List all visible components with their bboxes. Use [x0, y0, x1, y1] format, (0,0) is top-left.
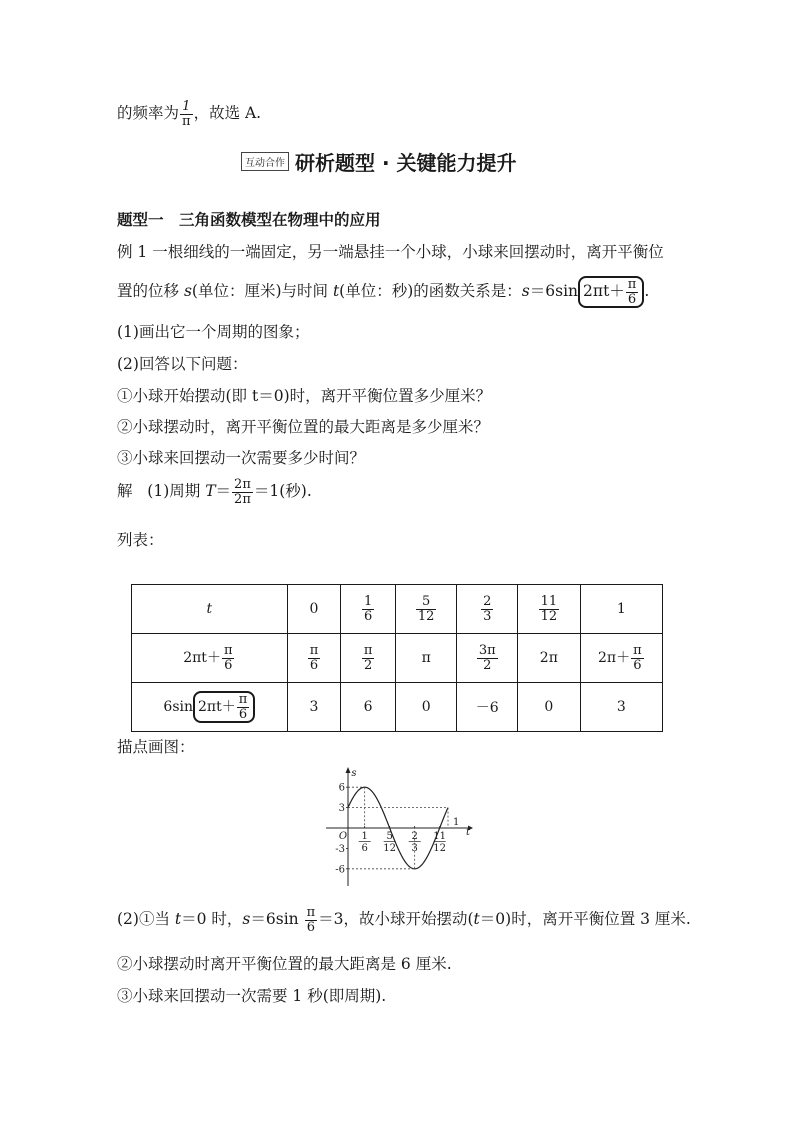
sine-graph: [318, 764, 478, 892]
table-row-phase: [132, 634, 663, 683]
solution-label: 解: [117, 482, 133, 501]
table-cell: $\frac{2}{3}$: [457, 585, 518, 634]
problem-type-title: 题型一 三角函数模型在物理中的应用: [117, 211, 381, 229]
x-axis-label: t: [465, 827, 471, 838]
table-row-s: [132, 683, 663, 732]
x-tick-denominator: 3: [411, 843, 418, 854]
table-cell: 0: [395, 683, 457, 732]
x-tick-one: 1: [453, 817, 460, 828]
table-cell: $\frac{5}{12}$: [395, 585, 457, 634]
example-line-1: 例 1 一根细线的一端固定，另一端悬挂一个小球，小球来回摆动时，离开平衡位: [117, 243, 664, 261]
table-cell: 3: [580, 683, 662, 732]
x-tick-denominator: 6: [361, 843, 368, 854]
list-label: 列表：: [117, 531, 164, 549]
y-tick-label: -6: [335, 864, 345, 876]
table-cell: $\frac{\pi}{2}$: [341, 634, 396, 683]
y-axis-arrow: [346, 767, 351, 773]
answer-3: ③小球来回摆动一次需要 1 秒(即周期).: [117, 987, 387, 1005]
table-cell: 2π: [518, 634, 581, 683]
table-cell: 0: [287, 585, 341, 634]
table-head-phase: 2πt＋ $\frac{\pi}{6}$: [132, 634, 288, 683]
origin-label: O: [338, 831, 348, 842]
x-tick-numerator: 2: [411, 831, 418, 842]
section-banner: [241, 147, 517, 176]
banner-tag: 互动合作: [241, 152, 289, 171]
x-tick-denominator: 12: [383, 843, 397, 854]
y-axis-label: s: [351, 768, 357, 779]
table-cell: 0: [518, 683, 581, 732]
plot-label: 描点画图：: [117, 738, 195, 756]
x-tick-numerator: 11: [433, 831, 447, 842]
x-tick-numerator: 1: [361, 831, 368, 842]
table-head-s: 6sin 2πt＋ $\frac{\pi}{6}$: [132, 683, 288, 732]
previous-conclusion: [117, 100, 261, 128]
table-cell: 1: [580, 585, 662, 634]
value-table: [131, 584, 663, 732]
prev-suffix: ，故选 A.: [193, 104, 262, 123]
table-row-t: [132, 585, 663, 634]
x-tick-denominator: 12: [433, 843, 447, 854]
table-cell: $\frac{1}{6}$: [341, 585, 396, 634]
question-2-2: ②小球摆动时，离开平衡位置的最大距离是多少厘米？: [117, 418, 490, 436]
table-cell: $\frac{\pi}{6}$: [287, 634, 341, 683]
question-2: (2)回答以下问题：: [117, 355, 248, 373]
table-cell: 3: [287, 683, 341, 732]
question-2-3: ③小球来回摆动一次需要多少时间？: [117, 449, 366, 467]
example-line-2: 置的位移 s(单位：厘米)与时间 t(单位：秒)的函数关系是：s＝6sin 2πt＋ $\frac{\pi}{6}$ .: [117, 277, 650, 307]
table-cell: 2π＋ $\frac{\pi}{6}$: [580, 634, 662, 683]
formula-lhs: s: [521, 282, 530, 301]
table-head-t: t: [132, 585, 288, 634]
table-cell: －6: [457, 683, 518, 732]
y-tick-label: 6: [338, 782, 345, 794]
y-tick-label: 3: [338, 803, 345, 815]
table-cell: $\frac{11}{12}$: [518, 585, 581, 634]
question-1: (1)画出它一个周期的图象；: [117, 323, 310, 341]
table-cell: 6: [341, 683, 396, 732]
prev-fraction: $\frac{1}{\pi}$: [182, 99, 191, 129]
table-cell: π: [395, 634, 457, 683]
answer-2: ②小球摆动时离开平衡位置的最大距离是 6 厘米.: [117, 955, 452, 973]
prev-prefix: 的频率为: [117, 104, 180, 123]
banner-title: 研析题型 · 关键能力提升: [295, 151, 517, 175]
solution-period: 解 (1)周期 T＝ $\frac{2\pi}{2\pi}$ ＝1(秒).: [117, 477, 312, 507]
formula-argument: 2πt＋ $\frac{\pi}{6}$: [578, 276, 644, 308]
formula-eq: ＝6sin: [529, 282, 579, 301]
table-cell: $\frac{3\pi}{2}$: [457, 634, 518, 683]
x-tick-numerator: 5: [386, 831, 393, 842]
y-tick-label: -3: [335, 843, 345, 855]
answer-1: (2)①当 t＝0 时，s＝6sin $\frac{\pi}{6}$ ＝3，故小球开始摆动(t＝0)时，离开平衡位置 3 厘米.: [117, 905, 691, 935]
question-2-1: ①小球开始摆动(即 t＝0)时，离开平衡位置多少厘米？: [117, 387, 492, 405]
